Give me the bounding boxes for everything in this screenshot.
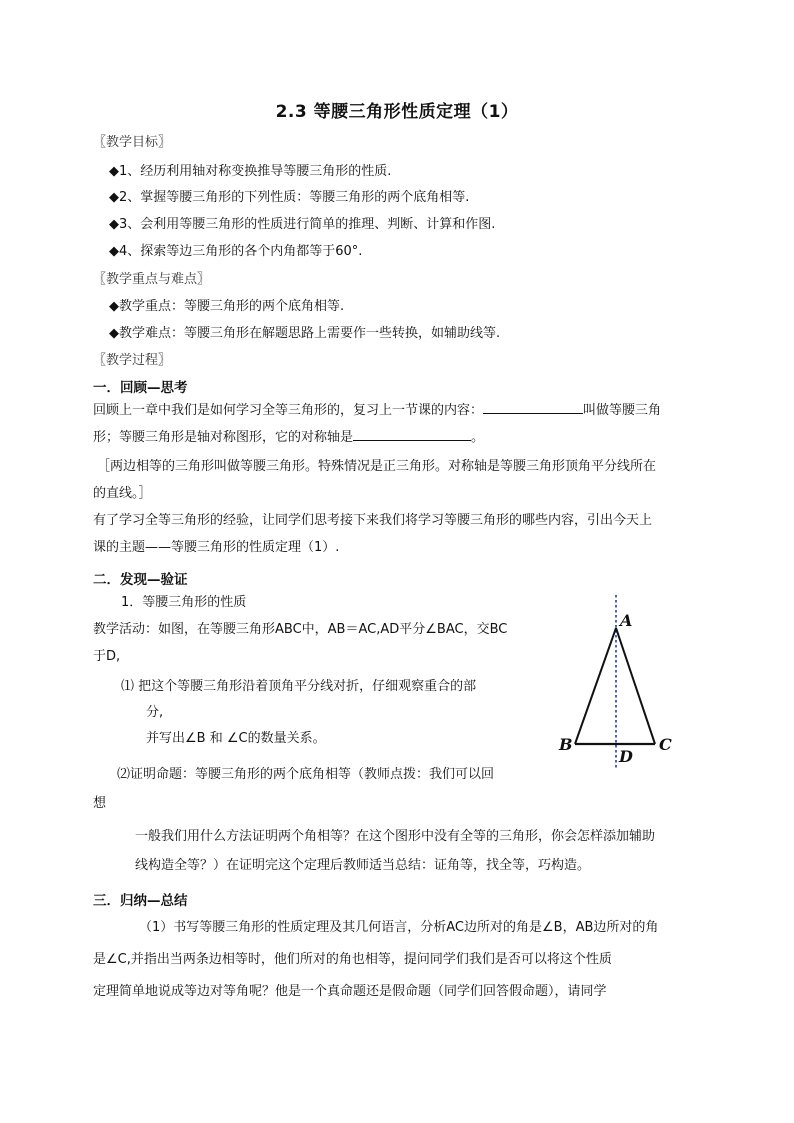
review-line-2-text: 形；等腰三角形是轴对称图形，它的对称轴是 bbox=[93, 430, 354, 445]
summary-line-3: 定理简单地说成等边对等角呢？他是一个真命题还是假命题（同学们回答假命题），请同学 bbox=[93, 984, 607, 999]
subsection-title: 1．等腰三角形的性质 bbox=[121, 595, 247, 610]
item-2-line-2: 想 bbox=[93, 796, 107, 811]
process-header: 〖教学过程〗 bbox=[93, 353, 172, 368]
fill-blank-axis bbox=[353, 426, 471, 441]
review-line-1-text: 回顾上一章中我们是如何学习全等三角形的，复习上一节课的内容： bbox=[93, 403, 484, 418]
isosceles-triangle-figure bbox=[550, 590, 690, 780]
focus-item: ◆教学难点：等腰三角形在解题思路上需要作一些转换，如辅助线等. bbox=[109, 326, 501, 341]
goal-item: ◆4、探索等边三角形的各个内角都等于60°. bbox=[109, 244, 363, 259]
focus-header: 〖教学重点与难点〗 bbox=[93, 272, 211, 287]
summary-line-2: 是∠C,并指出当两条边相等时，他们所对的角也相等，提问同学们我们是否可以将这个性质 bbox=[93, 952, 612, 967]
intro-line-1: 有了学习全等三角形的经验，让同学们思考接下来我们将学习等腰三角形的哪些内容，引出今天上 bbox=[93, 513, 653, 528]
goal-item: ◆3、会利用等腰三角形的性质进行简单的推理、判断、计算和作图. bbox=[109, 217, 496, 232]
answer-line-1: ［两边相等的三角形叫做等腰三角形。特殊情况是正三角形。对称轴是等腰三角形顶角平分线所在 bbox=[97, 459, 657, 474]
item-2-line-4: 线构造全等？）在证明完这个定理后教师适当总结：证角等，找全等，巧构造。 bbox=[135, 858, 591, 873]
fill-blank-definition bbox=[483, 399, 583, 414]
item-1-line-3: 并写出∠B 和 ∠C的数量关系。 bbox=[146, 731, 326, 746]
goal-item: ◆2、掌握等腰三角形的下列性质：等腰三角形的两个底角相等. bbox=[109, 190, 470, 205]
review-line-2 bbox=[93, 425, 484, 451]
item-1-line-2: 分, bbox=[146, 705, 164, 720]
summary-line-1: （1）书写等腰三角形的性质定理及其几何语言，分析AC边所对的角是∠B，AB边所对的角 bbox=[139, 920, 659, 935]
review-line-1 bbox=[93, 398, 661, 424]
vertex-label-a: A bbox=[620, 611, 633, 630]
review-line-2-tail: 。 bbox=[471, 430, 485, 445]
activity-line-1: 教学活动：如图，在等腰三角形ABC中，AB＝AC,AD平分∠BAC，交BC bbox=[93, 622, 508, 637]
section-1-heading: 一．回顾—思考 bbox=[93, 380, 188, 396]
activity-line-2: 于D, bbox=[93, 649, 121, 664]
item-1-line-1: ⑴ 把这个等腰三角形沿着顶角平分线对折，仔细观察重合的部 bbox=[121, 679, 477, 694]
vertex-label-b: B bbox=[559, 735, 573, 754]
goals-header: 〖教学目标〗 bbox=[93, 135, 172, 150]
focus-item: ◆教学重点：等腰三角形的两个底角相等. bbox=[109, 299, 345, 314]
item-2-line-1: ⑵证明命题：等腰三角形的两个底角相等（教师点拨：我们可以回 bbox=[117, 767, 495, 782]
section-3-heading: 三．归纳—总结 bbox=[93, 893, 188, 909]
section-2-heading: 二．发现—验证 bbox=[93, 572, 188, 588]
item-2-line-3: 一般我们用什么方法证明两个角相等？在这个图形中没有全等的三角形，你会怎样添加辅助 bbox=[135, 829, 656, 844]
side-ac bbox=[616, 628, 655, 744]
vertex-label-c: C bbox=[659, 735, 672, 754]
side-ab bbox=[575, 628, 616, 744]
point-label-d: D bbox=[619, 747, 633, 766]
goal-item: ◆1、经历利用轴对称变换推导等腰三角形的性质. bbox=[109, 164, 392, 179]
intro-line-2: 课的主题——等腰三角形的性质定理（1）. bbox=[93, 540, 340, 555]
page-title: 2.3 等腰三角形性质定理（1） bbox=[275, 102, 519, 122]
review-line-1-tail: 叫做等腰三角 bbox=[583, 403, 662, 418]
answer-line-2: 的直线。］ bbox=[93, 486, 152, 501]
